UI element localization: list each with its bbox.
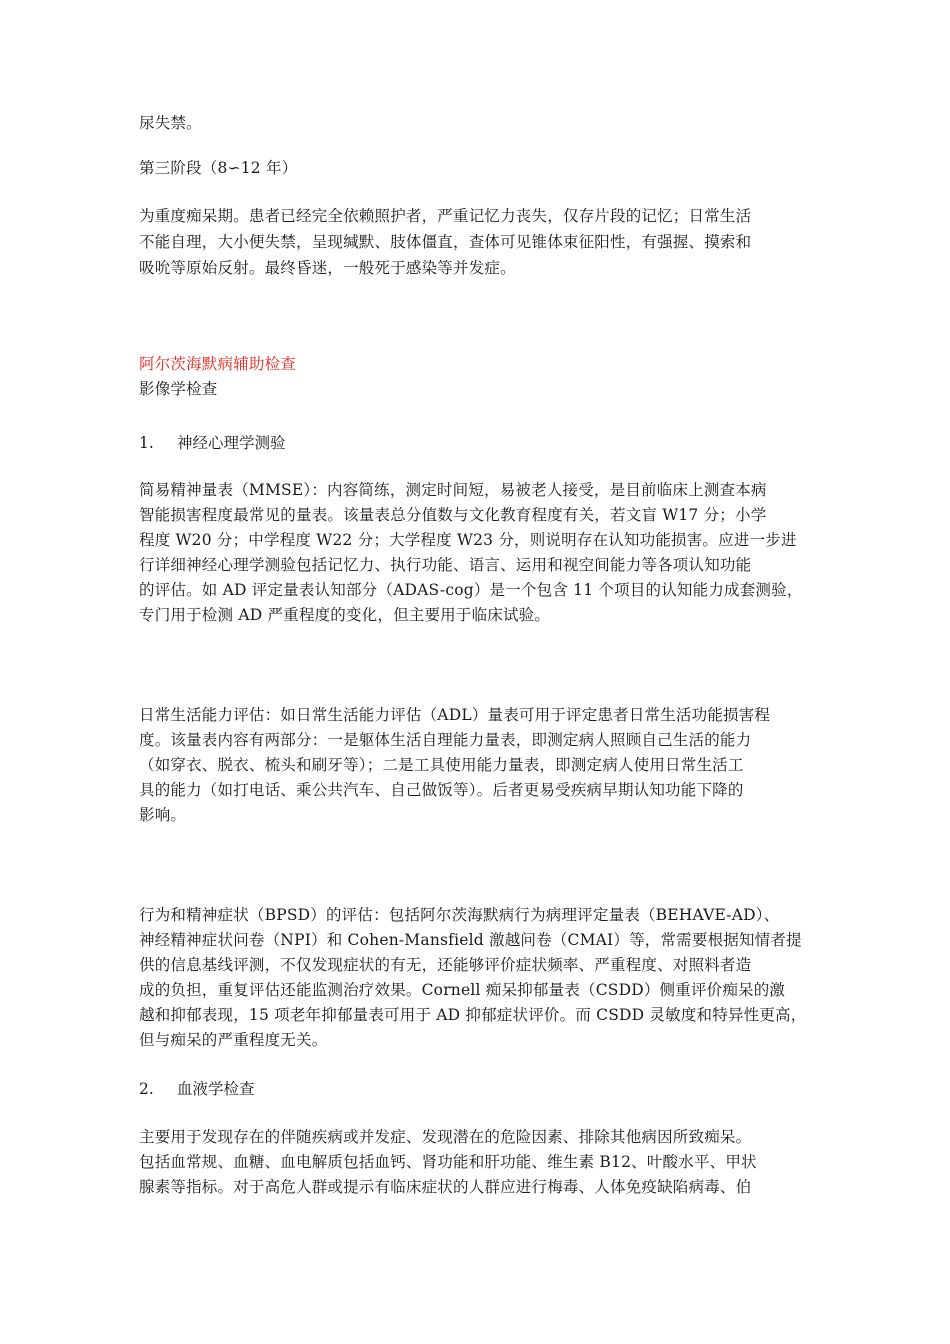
paragraph-line: 尿失禁。 xyxy=(139,114,202,132)
paragraph-line: 行为和精神症状（BPSD）的评估：包括阿尔茨海默病行为病理评定量表（BEHAVE-AD）、 xyxy=(139,906,780,924)
paragraph-line: 主要用于发现存在的伴随疾病或并发症、发现潜在的危险因素、排除其他病因所致痴呆。 xyxy=(139,1128,752,1146)
paragraph-line: 不能自理，大小便失禁，呈现缄默、肢体僵直，查体可见锥体束征阳性，有强握、摸索和 xyxy=(139,233,752,251)
paragraph-line: 的评估。如 AD 评定量表认知部分（ADAS-cog）是一个包含 11 个项目的认知能力成套测验， xyxy=(139,581,803,599)
paragraph-line: 日常生活能力评估：如日常生活能力评估（ADL）量表可用于评定患者日常生活功能损害程 xyxy=(139,706,771,724)
section-title: 阿尔茨海默病辅助检查 xyxy=(139,355,297,373)
paragraph-line: 包括血常规、血糖、血电解质包括血钙、肾功能和肝功能、维生素 B12、叶酸水平、甲状 xyxy=(139,1153,757,1171)
list-number: 2. xyxy=(139,1080,154,1098)
paragraph-line: 腺素等指标。对于高危人群或提示有临床症状的人群应进行梅毒、人体免疫缺陷病毒、伯 xyxy=(139,1178,752,1196)
paragraph-line: 具的能力（如打电话、乘公共汽车、自己做饭等）。后者更易受疾病早期认知功能下降的 xyxy=(139,781,744,799)
paragraph-line: 影响。 xyxy=(139,806,187,824)
paragraph-line: 为重度痴呆期。患者已经完全依赖照护者，严重记忆力丧失，仅存片段的记忆；日常生活 xyxy=(139,207,752,225)
paragraph-line: 越和抑郁表现，15 项老年抑郁量表可用于 AD 抑郁症状评价。而 CSDD 灵敏度和特异性更高， xyxy=(139,1006,807,1024)
paragraph-line: （如穿衣、脱衣、梳头和刷牙等）；二是工具使用能力量表，即测定病人使用日常生活工 xyxy=(139,756,744,774)
paragraph-line: 吸吮等原始反射。最终昏迷，一般死于感染等并发症。 xyxy=(139,259,516,277)
paragraph-line: 专门用于检测 AD 严重程度的变化，但主要用于临床试验。 xyxy=(139,606,551,624)
paragraph-line: 但与痴呆的严重程度无关。 xyxy=(139,1031,328,1049)
list-item-title: 血液学检查 xyxy=(177,1080,255,1098)
subsection-title: 影像学检查 xyxy=(139,380,218,398)
paragraph-line: 程度 W20 分；中学程度 W22 分；大学程度 W23 分，则说明存在认知功能损害。应进一步进 xyxy=(139,531,797,549)
paragraph-line: 神经精神症状问卷（NPI）和 Cohen-Mansfield 激越问卷（CMAI）等，常需要根据知情者提 xyxy=(139,931,802,949)
paragraph-line: 智能损害程度最常见的量表。该量表总分值数与文化教育程度有关，若文盲 W17 分；小学 xyxy=(139,506,767,524)
stage3-heading: 第三阶段（8∽12 年） xyxy=(139,159,298,177)
list-item-title: 神经心理学测验 xyxy=(177,434,286,452)
paragraph-line: 简易精神量表（MMSE）：内容简练，测定时间短，易被老人接受，是目前临床上测查本病 xyxy=(139,481,767,499)
paragraph-line: 成的负担，重复评估还能监测治疗效果。Cornell 痴呆抑郁量表（CSDD）侧重评价痴呆的激 xyxy=(139,981,786,999)
paragraph-line: 行详细神经心理学测验包括记忆力、执行功能、语言、运用和视空间能力等各项认知功能 xyxy=(139,556,752,574)
list-number: 1. xyxy=(139,434,154,452)
paragraph-line: 度。该量表内容有两部分：一是躯体生活自理能力量表，即测定病人照顾自己生活的能力 xyxy=(139,731,752,749)
paragraph-line: 供的信息基线评测，不仅发现症状的有无，还能够评价症状频率、严重程度、对照料者造 xyxy=(139,956,752,974)
